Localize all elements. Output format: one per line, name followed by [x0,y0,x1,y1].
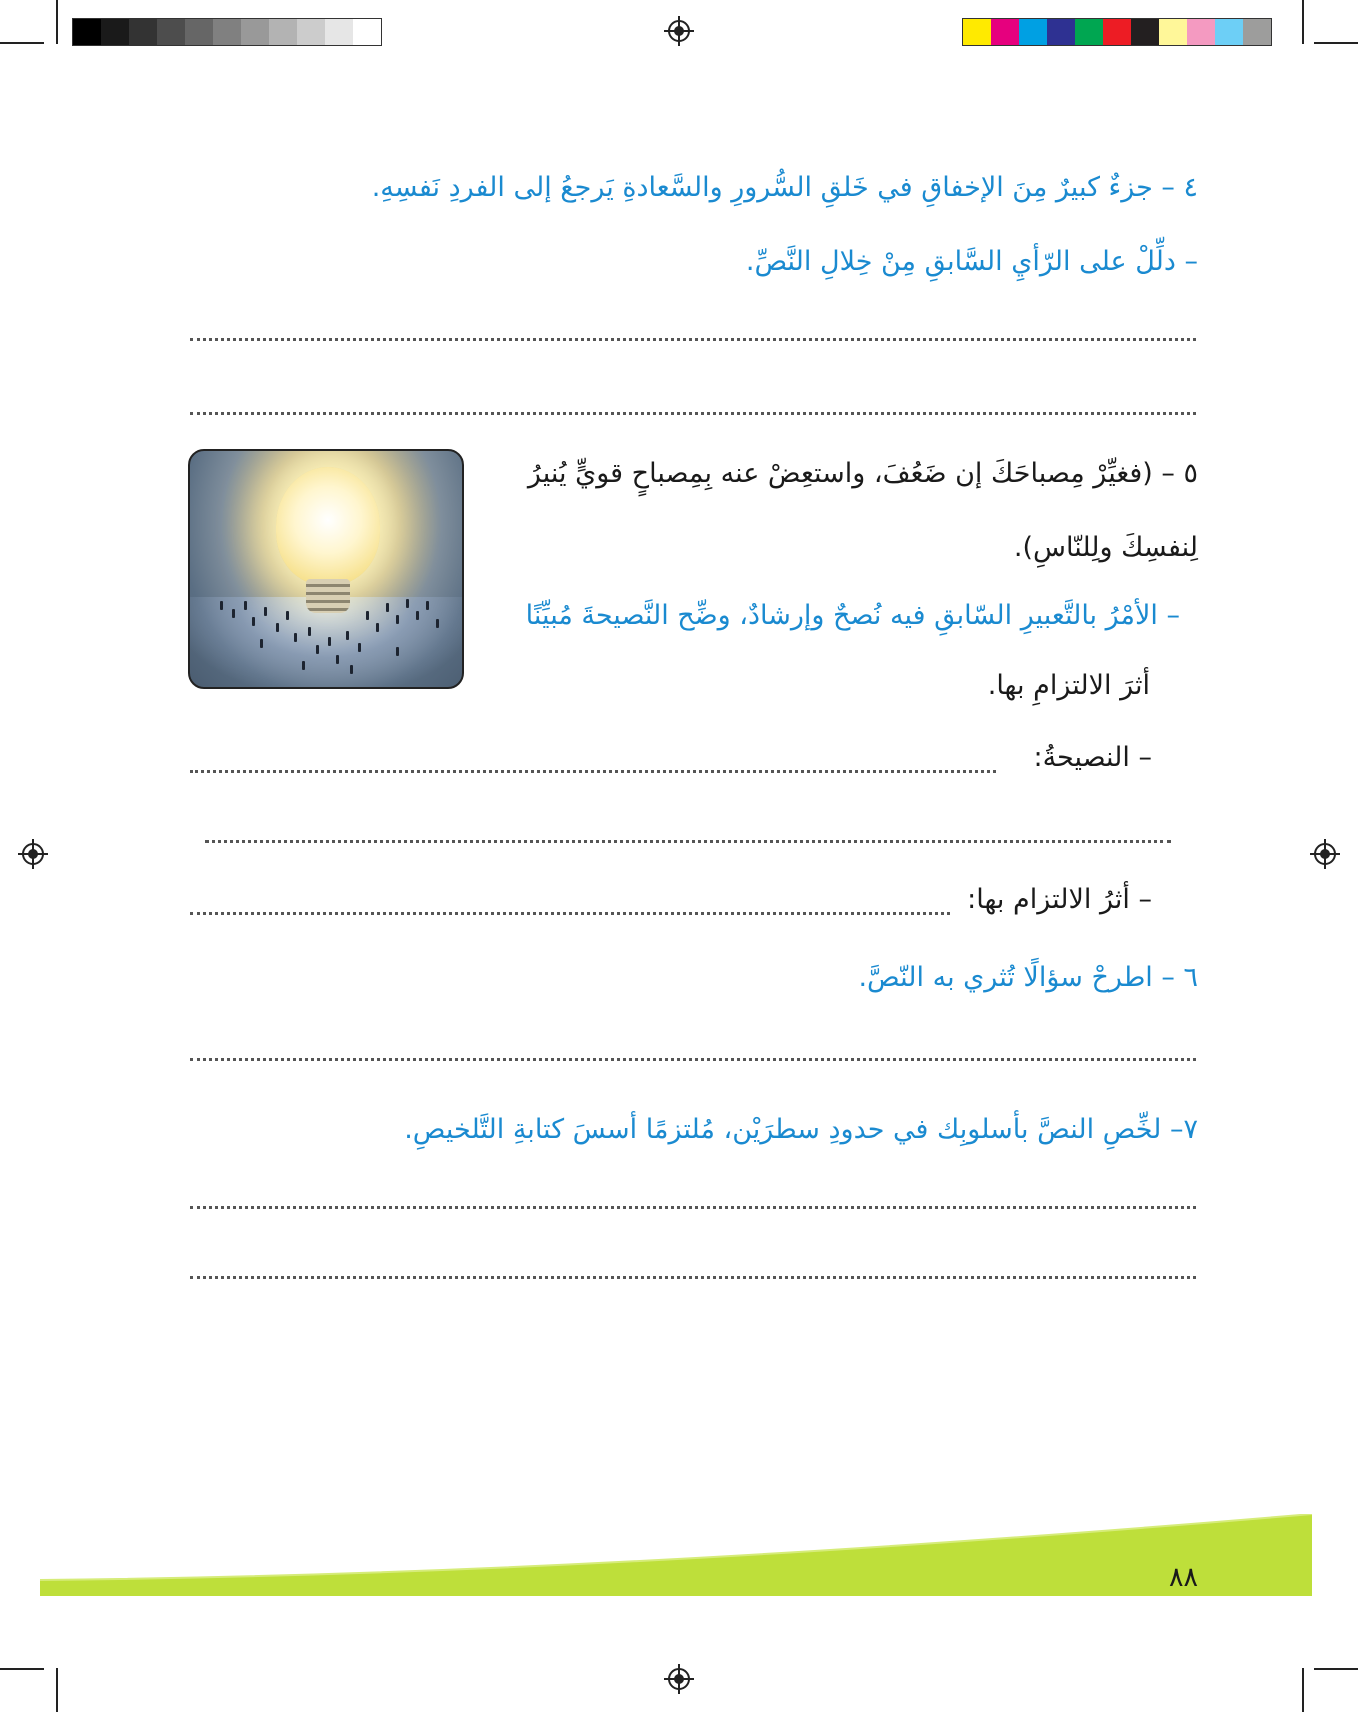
crop-mark [1302,1668,1304,1712]
crop-mark [56,1668,58,1712]
person-figure [346,631,349,640]
person-figure [406,599,409,608]
person-figure [416,611,419,620]
person-figure [260,639,263,648]
person-figure [426,601,429,610]
person-figure [276,623,279,632]
question-5-prompt-line-1: – الأمْرُ بالتَّعبيرِ السّابقِ فيه نُصحٌ وإرشادٌ، وضِّح النَّصيحةَ مُبيِّنًا [525,600,1180,631]
person-figure [376,623,379,632]
person-figure [350,665,353,674]
effect-answer-line[interactable] [190,912,950,915]
crop-mark [0,42,44,44]
registration-mark-icon [668,1668,690,1690]
person-figure [244,601,247,610]
advice-label: – النصيحةُ: [1033,742,1152,773]
person-figure [302,661,305,670]
person-figure [366,611,369,620]
lightbulb-base [306,579,350,613]
advice-answer-line[interactable] [205,840,1171,843]
question-4-statement: ٤ – جزءٌ كبيرٌ مِنَ الإخفاقِ في خَلقِ السُّرورِ والسَّعادةِ يَرجعُ إلى الفردِ نَفسِهِ. [371,172,1198,203]
person-figure [436,619,439,628]
person-figure [396,647,399,656]
answer-line[interactable] [190,1206,1196,1209]
answer-line[interactable] [190,1276,1196,1279]
lightbulb-icon [276,467,380,585]
answer-line[interactable] [190,338,1196,341]
crop-mark [56,0,58,44]
crop-mark [1314,42,1358,44]
registration-mark-icon [668,20,690,42]
lightbulb-crowd-photo [188,449,464,689]
answer-line[interactable] [190,412,1196,415]
question-5-prompt-line-2: أثرَ الالتزامِ بها. [987,670,1150,701]
person-figure [232,609,235,618]
person-figure [336,655,339,664]
person-figure [328,637,331,646]
question-5-quote-line-1: ٥ – (فغيِّرْ مِصباحَكَ إن ضَعُفَ، واستعِضْ عنه بِمِصباحٍ قويٍّ يُنيرُ [527,458,1198,489]
answer-line[interactable] [190,1058,1196,1061]
person-figure [286,611,289,620]
person-figure [358,643,361,652]
crop-mark [1302,0,1304,44]
person-figure [220,601,223,610]
person-figure [264,607,267,616]
registration-mark-icon [1314,843,1336,865]
person-figure [386,603,389,612]
question-4-prompt: – دلِّلْ على الرّأيِ السَّابقِ مِنْ خِلالِ النَّصِّ. [745,246,1198,277]
page-number: ٨٨ [1168,1562,1198,1593]
grayscale-calibration-bar [72,18,382,46]
registration-mark-icon [22,843,44,865]
person-figure [316,645,319,654]
person-figure [294,633,297,642]
question-6-prompt: ٦ – اطرحْ سؤالًا تُثري به النّصَّ. [858,962,1198,993]
advice-answer-line[interactable] [190,770,996,773]
question-7-prompt: ٧– لخِّصِ النصَّ بأسلوبِك في حدودِ سطرَيْن، مُلتزمًا أسسَ كتابةِ التَّلخيصِ. [404,1114,1198,1145]
question-5-quote-line-2: لِنفسِكَ ولِلنّاسِ). [1013,532,1198,563]
crop-mark [1314,1668,1358,1670]
color-calibration-bar [962,18,1272,46]
person-figure [396,615,399,624]
person-figure [252,617,255,626]
crop-mark [0,1668,44,1670]
effect-label: – أثرُ الالتزام بها: [967,884,1152,915]
footer-green-swoosh [40,1514,1320,1596]
person-figure [308,627,311,636]
